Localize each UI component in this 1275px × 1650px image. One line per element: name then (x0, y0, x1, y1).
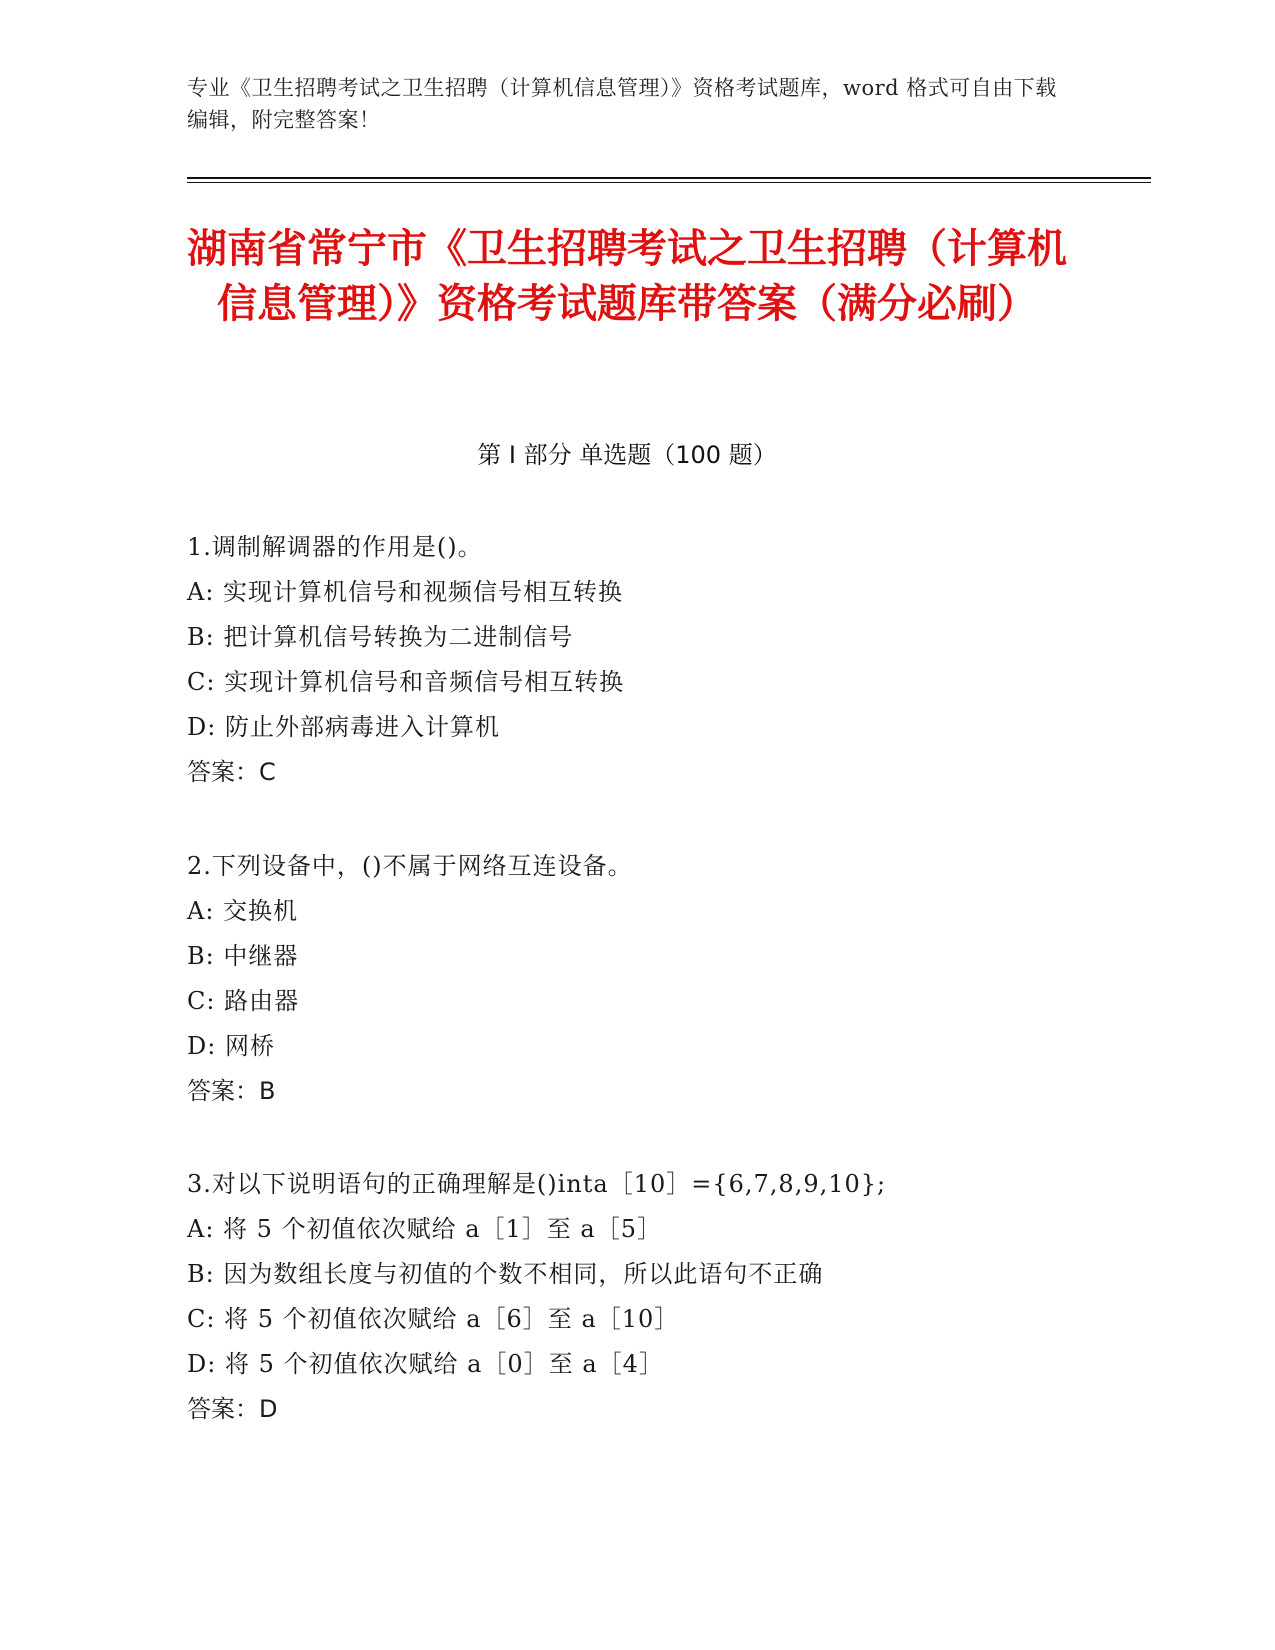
option-a: A: 实现计算机信号和视频信号相互转换 (187, 578, 624, 606)
option-d: D: 防止外部病毒进入计算机 (187, 713, 500, 741)
header-rule-thick (187, 177, 1151, 179)
question-stem: 3.对以下说明语句的正确理解是()inta［10］={6,7,8,9,10}; (187, 1170, 887, 1198)
section-heading: 第 I 部分 单选题（100 题） (477, 441, 777, 469)
document-title: 湖南省常宁市《卫生招聘考试之卫生招聘（计算机信息管理）》资格考试题库带答案（满分必刷） (187, 226, 1067, 327)
option-c: C: 将 5 个初值依次赋给 a［6］至 a［10］ (187, 1305, 680, 1333)
question-item (187, 1162, 1087, 1432)
answer-line: 答案：D (187, 1395, 278, 1423)
option-c: C: 实现计算机信号和音频信号相互转换 (187, 668, 625, 696)
question-item (187, 844, 1087, 1114)
option-d: D: 将 5 个初值依次赋给 a［0］至 a［4］ (187, 1350, 664, 1378)
option-a: A: 将 5 个初值依次赋给 a［1］至 a［5］ (187, 1215, 662, 1243)
header-rule-thin (187, 182, 1151, 183)
question-item (187, 525, 1087, 795)
question-stem: 2.下列设备中，()不属于网络互连设备。 (187, 852, 633, 880)
option-a: A: 交换机 (187, 897, 299, 925)
option-c: C: 路由器 (187, 987, 300, 1015)
option-b: B: 把计算机信号转换为二进制信号 (187, 623, 574, 651)
question-stem: 1.调制解调器的作用是()。 (187, 533, 483, 561)
answer-line: 答案：C (187, 758, 276, 786)
option-d: D: 网桥 (187, 1032, 275, 1060)
answer-line: 答案：B (187, 1077, 276, 1105)
header-note: 专业《卫生招聘考试之卫生招聘（计算机信息管理）》资格考试题库，word 格式可自由下载编辑，附完整答案！ (187, 76, 1057, 132)
option-b: B: 因为数组长度与初值的个数不相同，所以此语句不正确 (187, 1260, 824, 1288)
option-b: B: 中继器 (187, 942, 299, 970)
